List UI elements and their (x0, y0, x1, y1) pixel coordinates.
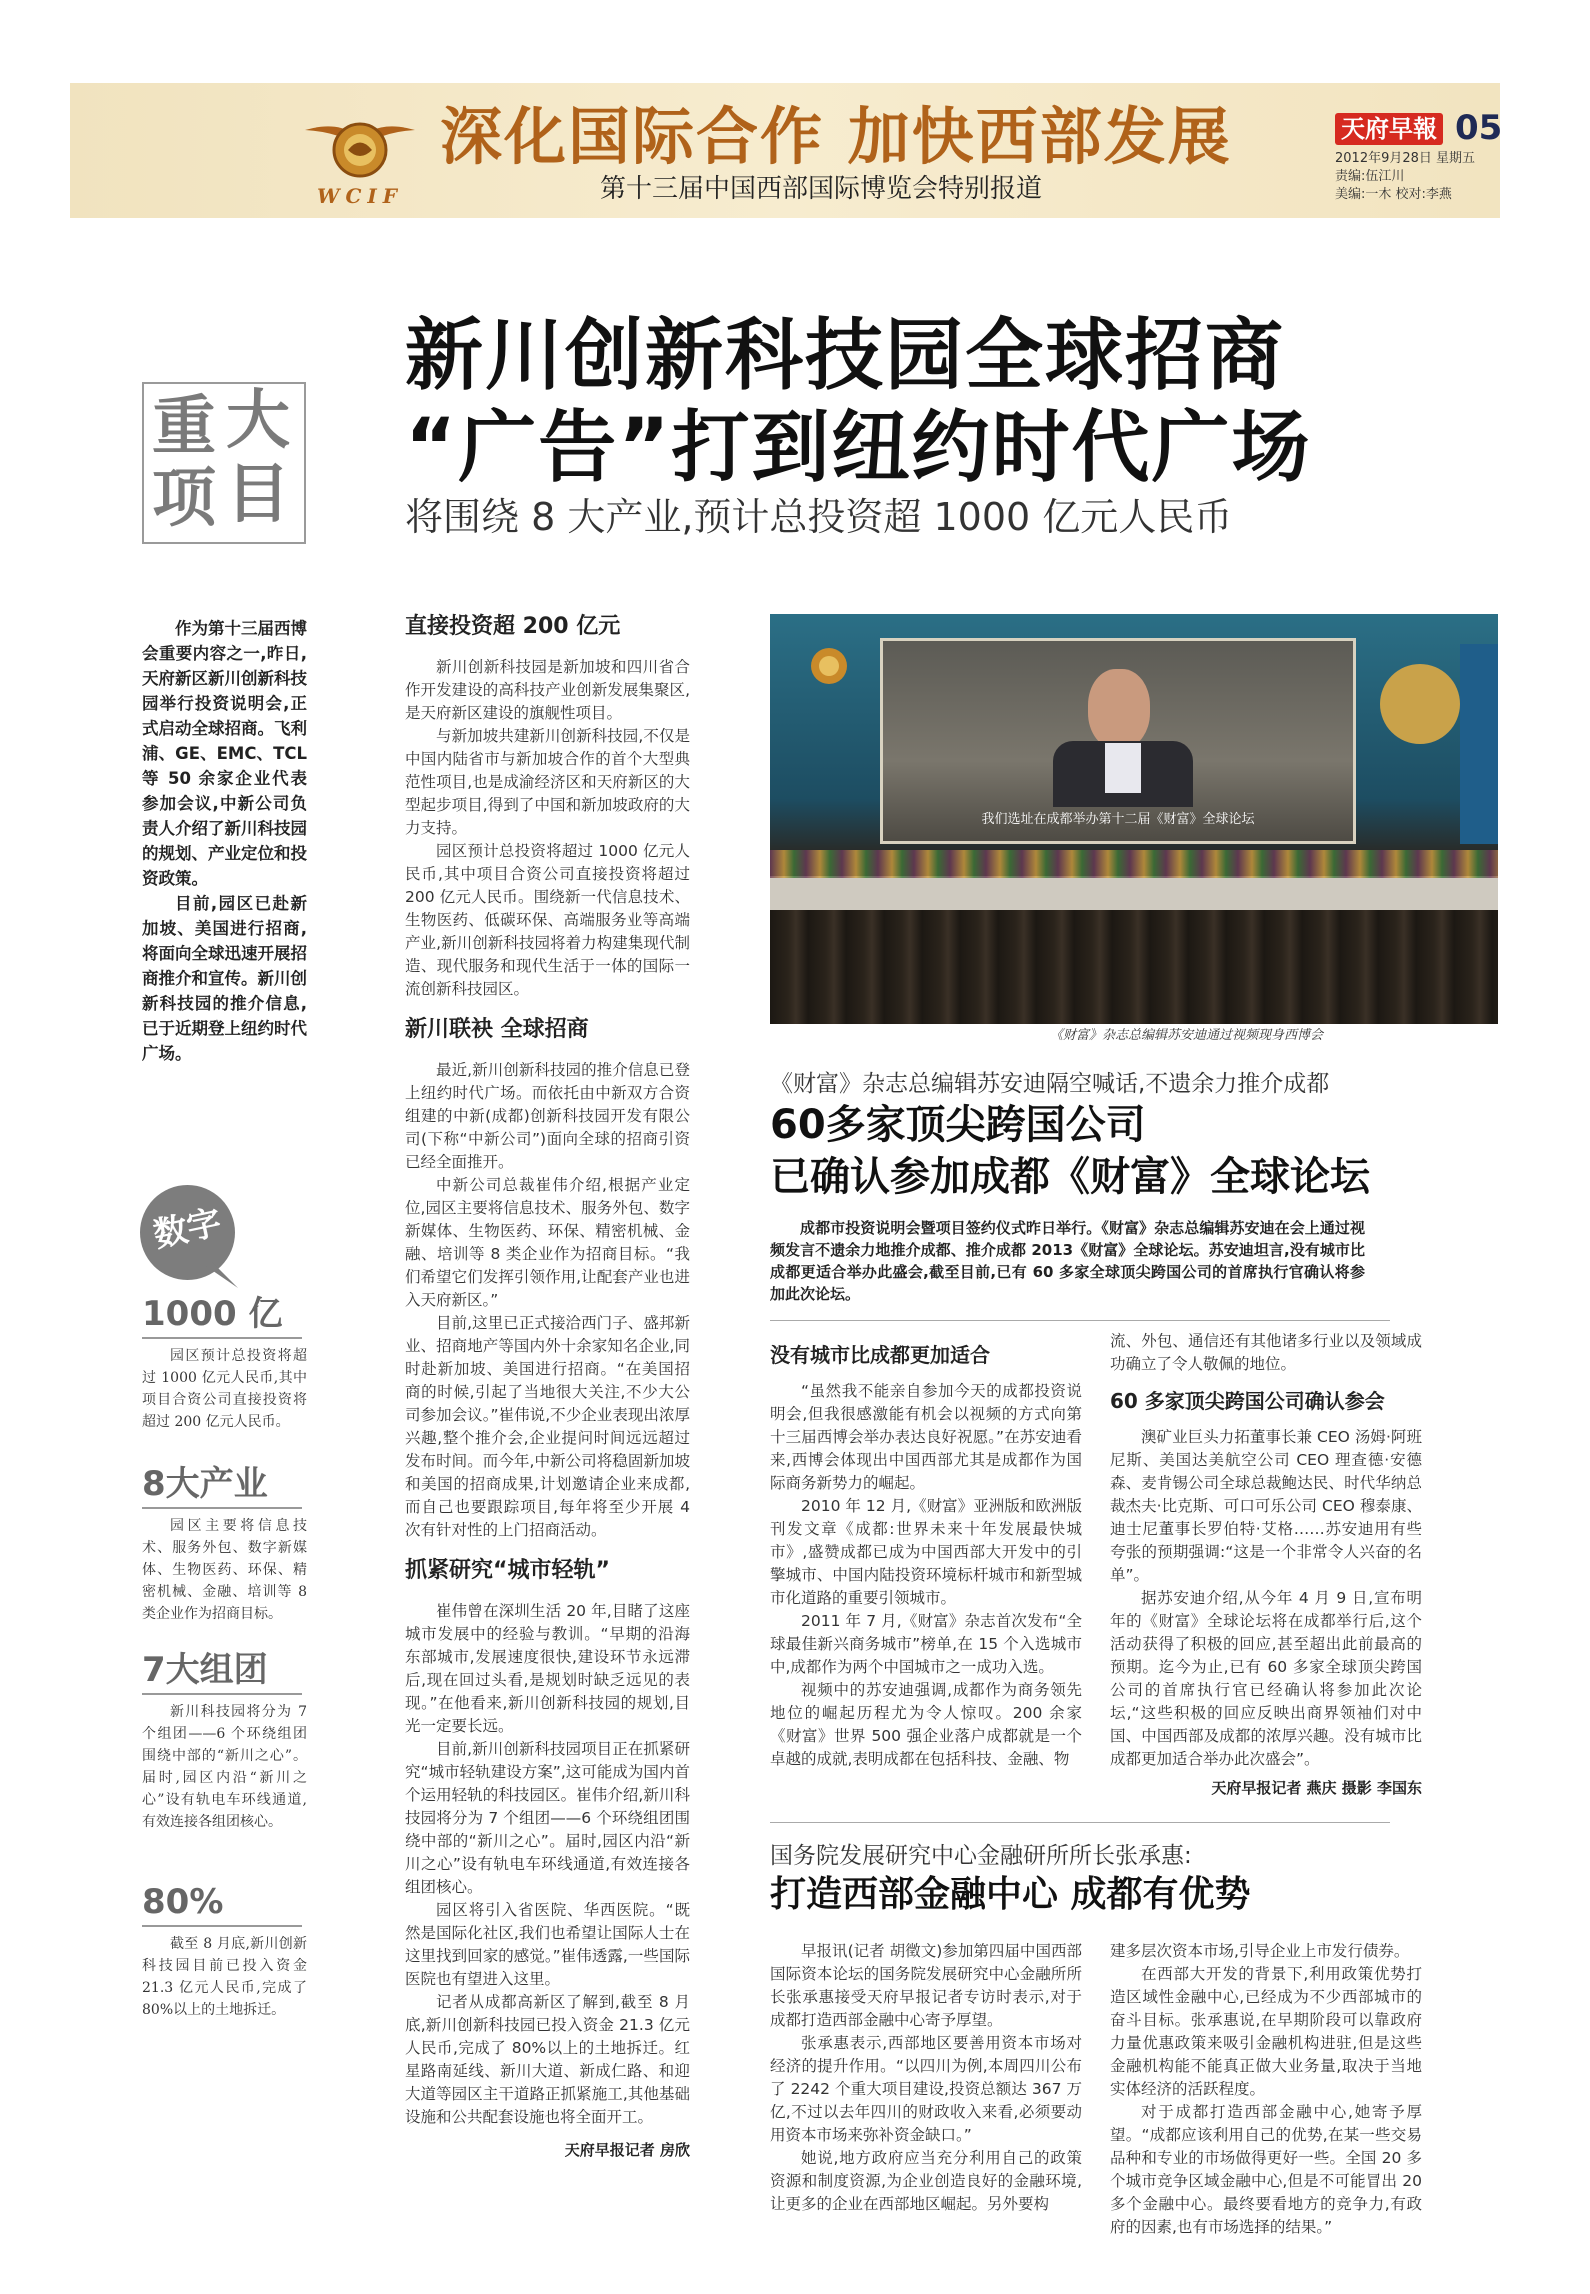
lead-paragraph: 作为第十三届西博会重要内容之一,昨日,天府新区新川创新科技园举行投资说明会,正式启动全球招商。飞利浦、GE、EMC、TCL等 50 余家企业代表参加会议,中新公司负责人介绍了新川科技园的规划、产业定位和投资政策。 (142, 619, 307, 888)
paragraph: 建多层次资本市场,引导企业上市发行债券。 (1110, 1942, 1410, 1960)
section-body (770, 1380, 1082, 1771)
stamp-char: 项 (152, 461, 216, 536)
number-value: 80% (142, 1882, 224, 1922)
section-body (1110, 1426, 1422, 1771)
divider (142, 1507, 302, 1509)
section-heading: 直接投资超 200 亿元 (405, 614, 621, 639)
major-project-stamp (142, 382, 306, 544)
paragraph: 早报讯(记者 胡徵文)参加第四届中国西部国际资本论坛的国务院发展研究中心金融所所长张承惠接受天府早报记者专访时表示,对于成都打造西部金融中心寄予厚望。 (770, 1942, 1082, 2029)
paragraph: 2011 年 7 月,《财富》杂志首次发布“全球最佳新兴商务城市”榜单,在 15 个入选城市中,成都作为两个中国城市之一成功入选。 (770, 1612, 1082, 1676)
stamp-char: 大 (226, 383, 290, 458)
paragraph: 目前,这里已正式接洽西门子、盛邦新业、招商地产等国内外十余家知名企业,同时赴新加坡、美国进行招商。“在美国招商的时候,引起了当地很大关注,不少大公司参加会议。”崔伟说,不少企业表现出浓厚兴趣,整个推介会,企业提问时间远远超过发布时间。而今年,中新公司将稳固新加坡和美国的招商成果,计划邀请企业来成都,而自己也要跟踪项目,每年将至少开展 4 次有针对性的上门招商活动。 (405, 1314, 690, 1539)
lead-paragraph: 目前,园区已赴新加坡、美国进行招商,将面向全球迅速开展招商推介和宣传。新川创新科技园的推介信息,已于近期登上纽约时代广场。 (142, 894, 307, 1063)
paragraph: 中新公司总裁崔伟介绍,根据产业定位,园区主要将信息技术、服务外包、数字新媒体、生物医药、环保、精密机械、金融、培训等 8 类企业作为招商目标。“我们希望它们发挥引领作用,让配套产业也进入天府新区。” (405, 1176, 690, 1309)
banner-subtitle: 第十三届中国西部国际博览会特别报道 (600, 174, 1043, 204)
headline-line-2: “广告”打到纽约时代广场 (405, 403, 1312, 493)
finance-kicker: 国务院发展研究中心金融研所所长张承惠: (770, 1843, 1192, 1869)
paragraph: 流、外包、通信还有其他诸多行业以及领域成功确立了令人敬佩的地位。 (1110, 1332, 1422, 1373)
number-desc-text: 截至 8 月底,新川创新科技园目前已投入资金 21.3 亿元人民币,完成了 80%以上的土地拆迁。 (142, 1936, 307, 2018)
banner-title: 深化国际合作 加快西部发展 (440, 100, 1232, 173)
section-heading: 抓紧研究“城市轻轨” (405, 1558, 610, 1583)
stage-flowers (770, 850, 1498, 878)
finance-column-1 (770, 1940, 1082, 2216)
paragraph: 崔伟曾在深圳生活 20 年,目睹了这座城市发展中的经验与教训。“早期的沿海东部城市,发展速度很快,建设环节永远滞后,现在回过头看,是规划时缺乏远见的表现。”在他看来,新川创新科技园的规划,目光一定要长远。 (405, 1602, 690, 1735)
paragraph: 记者从成都高新区了解到,截至 8 月底,新川创新科技园已投入资金 21.3 亿元人民币,完成了 80%以上的土地拆迁。红星路南延线、新川大道、新成仁路、和迎大道等园区主干道路正抓紧施工,其他基础设施和公共配套设施也将全面开工。 (405, 1993, 690, 2126)
headline-line-1: 新川创新科技园全球招商 (405, 311, 1286, 401)
event-photo (770, 614, 1498, 1024)
article-lead (142, 616, 307, 1066)
numbers-badge-label: 数字 (150, 1202, 225, 1256)
number-value: 8大产业 (142, 1464, 268, 1504)
number-value: 1000 亿 (142, 1294, 283, 1334)
logo-text: WCIF (317, 184, 403, 208)
section-body (770, 1940, 1082, 2216)
paragraph: 新川创新科技园是新加坡和四川省合作开发建设的高科技产业创新发展集聚区,是天府新区建设的旗舰性项目。 (405, 658, 690, 722)
section-body (405, 1600, 690, 2129)
page-number: 05 (1455, 108, 1503, 148)
paragraph: 她说,地方政府应当充分利用自己的政策资源和制度资源,为企业创造良好的金融环境,让更多的企业在西部地区崛起。另外要构 (770, 2149, 1082, 2213)
fortune-title-line-1: 60多家顶尖跨国公司 (770, 1102, 1146, 1148)
speaker-head (1088, 669, 1150, 749)
main-headline (405, 310, 1405, 494)
article-column-2 (405, 612, 690, 2161)
divider (770, 1822, 1390, 1823)
number-desc (142, 1345, 307, 1433)
section-body (1110, 1330, 1422, 1376)
side-banner (1460, 644, 1498, 844)
paragraph: 张承惠表示,西部地区要善用资本市场对经济的提升作用。“以四川为例,本周四川公布了 2242 个重大项目建设,投资总额达 367 万亿,不过以去年四川的财政收入来看,必须要动用资本市场来弥补资金缺口。” (770, 2034, 1082, 2144)
audience (770, 910, 1498, 1024)
section-heading: 60 多家顶尖跨国公司确认参会 (1110, 1389, 1385, 1413)
screen-subtitle: 我们选址在成都举办第十二届《财富》全球论坛 (981, 812, 1255, 827)
number-desc (142, 1515, 307, 1625)
reporter-byline: 天府早报记者 燕庆 摄影 李国东 (1211, 1779, 1422, 1797)
fortune-title-line-2: 已确认参加成都《财富》全球论坛 (770, 1154, 1370, 1200)
video-screen (880, 638, 1356, 844)
number-value: 7大组团 (142, 1650, 268, 1690)
paragraph: 目前,新川创新科技园项目正在抓紧研究“城市轻轨建设方案”,这可能成为国内首个运用轻轨的科技园区。崔伟介绍,新川科技园将分为 7 个组团——6 个环绕组团围绕中部的“新川之心”。届时,园区内沿“新川之心”设有轨电车环线通道,有效连接各组团核心。 (405, 1740, 690, 1896)
section-body (405, 656, 690, 1001)
issue-date: 2012年9月28日 星期五 (1335, 151, 1476, 166)
fortune-column-1 (770, 1340, 1082, 1771)
speaker-shirt (1105, 743, 1141, 793)
number-desc-text: 园区预计总投资将超过 1000 亿元人民币,其中项目合资公司直接投资将超过 200 亿元人民币。 (142, 1348, 307, 1430)
stamp-char: 重 (152, 389, 216, 464)
wcif-logo (300, 100, 420, 210)
art-editor-proofreader: 美编:一木 校对:李燕 (1335, 187, 1452, 202)
paragraph: 最近,新川创新科技园的推介信息已登上纽约时代广场。而依托由中新双方合资组建的中新(成都)创新科技园开发有限公司(下称“中新公司”)面向全球的招商引资已经全面推开。 (405, 1061, 690, 1171)
paragraph: 据苏安迪介绍,从今年 4 月 9 日,宣布明年的《财富》全球论坛将在成都举行后,这个活动获得了积极的回应,甚至超出此前最高的预期。迄今为止,已有 60 多家全球顶尖跨国公司的首席执行官已经确认将参加此次论坛,“这些积极的回应反映出商界领袖们对中国、中国西部及成都的浓厚兴趣。没有城市比成都更加适合举办此次盛会”。 (1110, 1589, 1422, 1768)
stage (770, 876, 1498, 910)
fortune-lead (770, 1217, 1365, 1305)
responsible-editor: 责编:伍江川 (1335, 169, 1405, 184)
newspaper-logo: 天府早報 (1335, 113, 1443, 145)
reporter-byline: 天府早报记者 房欣 (564, 2141, 690, 2159)
paragraph: 视频中的苏安迪强调,成都作为商务领先地位的崛起历程尤为令人惊叹。200 余家《财富》世界 500 强企业落户成都就是一个卓越的成就,表明成都在包括科技、金融、物 (770, 1681, 1082, 1768)
number-desc (142, 1933, 307, 2021)
sub-headline: 将围绕 8 大产业,预计总投资超 1000 亿元人民币 (405, 495, 1233, 539)
number-desc-text: 新川科技园将分为 7 个组团——6 个环绕组团围绕中部的“新川之心”。届时,园区内沿“新川之心”设有轨电车环线通道,有效连接各组团核心。 (142, 1704, 307, 1830)
badge-tail-icon (200, 1262, 240, 1292)
divider (142, 1925, 302, 1927)
section-heading: 没有城市比成都更加适合 (770, 1343, 990, 1367)
number-desc (142, 1701, 307, 1833)
fortune-kicker: 《财富》杂志总编辑苏安迪隔空喊话,不遗余力推介成都 (770, 1071, 1330, 1097)
finance-column-2 (1110, 1940, 1422, 2239)
divider (142, 1337, 302, 1339)
fortune-lead-text: 成都市投资说明会暨项目签约仪式昨日举行。《财富》杂志总编辑苏安迪在会上通过视频发言不遗余力地推介成都、推介成都 2013《财富》全球论坛。苏安迪坦言,没有城市比成都更适合举办此盛会,截至目前,已有 60 多家全球顶尖跨国公司的首席执行官确认将参加此次论坛。 (770, 1219, 1365, 1303)
number-desc-text: 园区主要将信息技术、服务外包、数字新媒体、生物医药、环保、精密机械、金融、培训等 8 类企业作为招商目标。 (142, 1518, 307, 1622)
paragraph: 园区将引入省医院、华西医院。“既然是国际化社区,我们也希望让国际人士在这里找到回家的感觉。”崔伟透露,一些国际医院也有望进入这里。 (405, 1901, 690, 1988)
paragraph: 与新加坡共建新川创新科技园,不仅是中国内陆省市与新加坡合作的首个大型典范性项目,也是成渝经济区和天府新区的大型起步项目,得到了中国和新加坡政府的大力支持。 (405, 727, 690, 837)
section-body (1110, 1940, 1422, 2239)
paragraph: 园区预计总投资将超过 1000 亿元人民币,其中项目合资公司直接投资将超过 200 亿元人民币。围绕新一代信息技术、生物医药、低碳环保、高端服务业等高端产业,新川创新科技园将着力构建集现代制造、现代服务和现代生活于一体的国际一流创新科技园区。 (405, 842, 690, 998)
paragraph: 澳矿业巨头力拓董事长兼 CEO 汤姆·阿班尼斯、美国达美航空公司 CEO 理查德·安德森、麦肯锡公司全球总裁鲍达民、时代华纳总裁杰夫·比克斯、可口可乐公司 CEO 穆泰康、迪士尼董事长罗伯特·艾格……苏安迪用有些夸张的预期强调:“这是一个非常令人兴奋的名单”。 (1110, 1428, 1422, 1584)
finance-title: 打造西部金融中心 成都有优势 (770, 1874, 1251, 1915)
section-body (405, 1059, 690, 1542)
section-heading: 新川联袂 全球招商 (405, 1017, 589, 1042)
wcif-emblem-icon (794, 638, 864, 698)
divider (142, 1693, 302, 1695)
paragraph: 对于成都打造西部金融中心,她寄予厚望。“成都应该利用自己的优势,在某一些交易品种和专业的市场做得更好一些。全国 20 多个城市竞争区域金融中心,但是不可能冒出 20 多个金融中心。最终要看地方的竞争力,有政府的因素,也有市场选择的结果。” (1110, 2103, 1422, 2236)
photo-caption: 《财富》杂志总编辑苏安迪通过视频现身西博会 (1050, 1028, 1324, 1043)
paragraph: 在西部大开发的背景下,利用政策优势打造区域性金融中心,已经成为不少西部城市的奋斗目标。张承惠说,在早期阶段可以靠政府力量优惠政策来吸引金融机构进驻,但是这些金融机构能不能真正做大业务量,取决于当地实体经济的活跃程度。 (1110, 1965, 1422, 2098)
paragraph: 2010 年 12 月,《财富》亚洲版和欧洲版刊发文章《成都:世界未来十年发展最快城市》,盛赞成都已成为中国西部大开发中的引擎城市、中国内陆投资环境标杆城市和新型城市化道路的重要引领城市。 (770, 1497, 1082, 1607)
paragraph: “虽然我不能亲自参加今天的成都投资说明会,但我很感激能有机会以视频的方式向第十三届西博会举办表达良好祝愿。”在苏安迪看来,西博会体现出中国西部尤其是成都作为国际商务新势力的崛起。 (770, 1382, 1082, 1492)
fortune-column-2 (1110, 1330, 1422, 1799)
divider (770, 1320, 1390, 1321)
stamp-char: 目 (226, 457, 290, 532)
chengdu-emblem-icon (1380, 664, 1460, 744)
